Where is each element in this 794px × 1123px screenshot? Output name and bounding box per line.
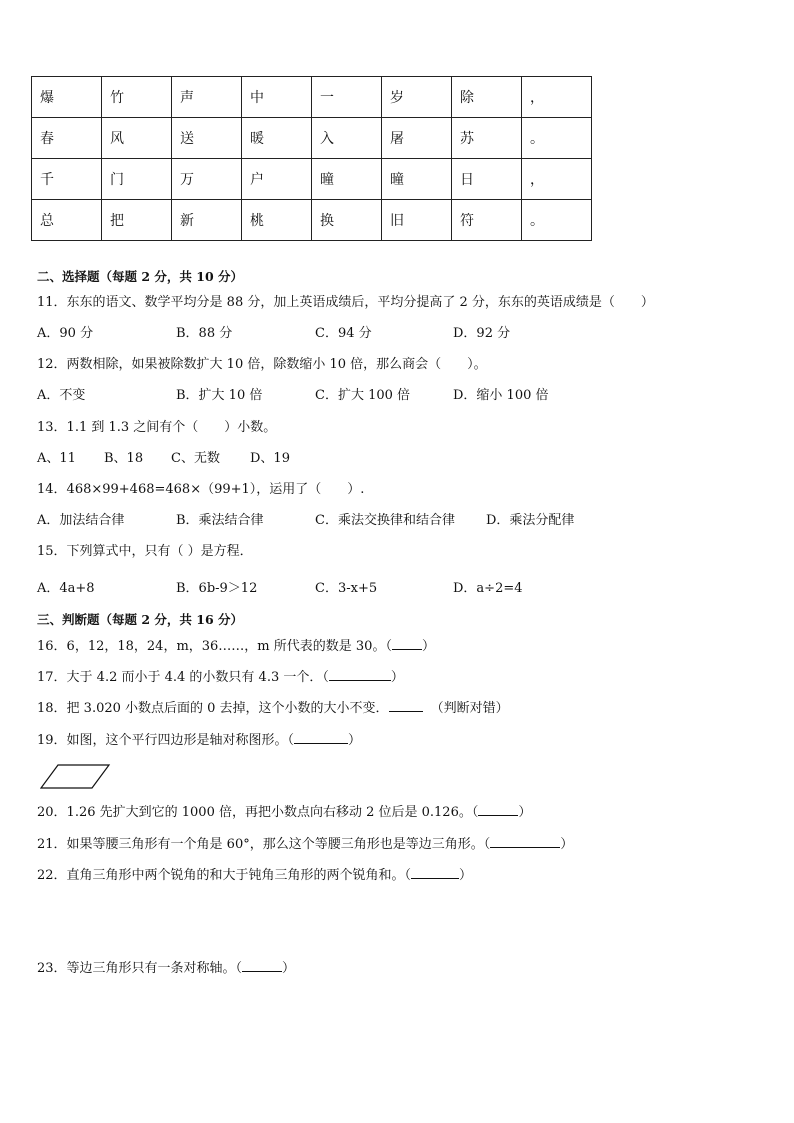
q13-option-c: C、无数 [171,451,220,466]
q17-tail: ） [390,670,404,685]
poem-cell: 春 [32,118,102,159]
q15-option-c: C．3-x+5 [315,581,378,596]
poem-cell: 。 [522,118,592,159]
poem-cell: 一 [312,77,382,118]
q12-option-d: D．缩小 100 倍 [453,388,549,403]
q17-text: 17．大于 4.2 而小于 4.4 的小数只有 4.3 一个．（ [37,670,329,685]
question-21 [37,835,573,854]
poem-cell: 除 [452,77,522,118]
poem-cell: 竹 [102,77,172,118]
q21-tail: ） [560,837,574,852]
question-18 [37,699,509,718]
q21-text: 21．如果等腰三角形有一个角是 60°，那么这个等腰三角形也是等边三角形。（ [37,837,491,852]
poem-cell: 桃 [242,200,312,241]
q14-option-d: D．乘法分配律 [486,513,575,528]
q18-text: 18．把 3.020 小数点后面的 0 去掉，这个小数的大小不变． [37,701,389,716]
q13-option-a: A、11 [37,451,76,466]
poem-cell: 暖 [242,118,312,159]
q12-option-a: A．不变 [37,388,86,403]
q22-text: 22．直角三角形中两个锐角的和大于钝角三角形的两个锐角和。（ [37,868,412,883]
q18-tail: （判断对错） [430,701,509,716]
question-16 [37,637,435,656]
poem-cell: 入 [312,118,382,159]
question-13: 13．1.1 到 1.3 之间有个（ ）小数。 [37,420,277,435]
q13-option-d: D、19 [250,451,290,466]
poem-cell: 符 [452,200,522,241]
poem-cell: 中 [242,77,312,118]
poem-cell: ， [522,159,592,200]
poem-row [32,77,592,118]
q17-answer-blank[interactable] [329,668,391,681]
poem-cell: 风 [102,118,172,159]
poem-row [32,159,592,200]
poem-cell: 把 [102,200,172,241]
q14-option-b: B．乘法结合律 [176,513,264,528]
q11-option-c: C．94 分 [315,326,372,341]
q11-option-a: A．90 分 [37,326,94,341]
section-3-title: 三、判断题（每题 2 分，共 16 分） [37,612,244,627]
q13-option-b: B、18 [104,451,144,466]
question-19 [37,731,361,750]
poem-cell: 屠 [382,118,452,159]
parallelogram-figure [40,763,112,791]
poem-cell: 声 [172,77,242,118]
question-23 [37,959,295,978]
question-22 [37,866,472,885]
question-11: 11．东东的语文、数学平均分是 88 分，加上英语成绩后，平均分提高了 2 分，东东的英语成绩是（ ） [37,295,654,310]
poem-cell: 日 [452,159,522,200]
poem-cell: 门 [102,159,172,200]
q14-option-c: C．乘法交换律和结合律 [315,513,455,528]
poem-cell: 万 [172,159,242,200]
poem-table [31,76,592,241]
q18-answer-blank[interactable] [389,699,423,712]
question-15: 15．下列算式中，只有（ ）是方程． [37,544,253,559]
question-17 [37,668,404,687]
poem-cell: 曈 [382,159,452,200]
q15-option-a: A．4a+8 [37,581,95,596]
q20-tail: ） [518,805,532,820]
q15-option-b: B．6b-9＞12 [176,581,258,596]
poem-cell: 旧 [382,200,452,241]
q23-tail: ） [282,961,296,976]
q11-option-b: B．88 分 [176,326,233,341]
q12-option-b: B．扩大 10 倍 [176,388,263,403]
poem-cell: 换 [312,200,382,241]
q14-option-a: A．加法结合律 [37,513,125,528]
poem-cell: ， [522,77,592,118]
q16-answer-blank[interactable] [392,637,422,650]
poem-cell: 送 [172,118,242,159]
section-2-title: 二、选择题（每题 2 分，共 10 分） [37,269,244,284]
q11-option-d: D．92 分 [453,326,511,341]
poem-cell: 千 [32,159,102,200]
question-12: 12．两数相除，如果被除数扩大 10 倍，除数缩小 10 倍，那么商会（ ）。 [37,357,487,372]
q20-text: 20．1.26 先扩大到它的 1000 倍，再把小数点向右移动 2 位后是 0.126。（ [37,805,479,820]
q22-tail: ） [459,868,473,883]
q22-answer-blank[interactable] [411,866,459,879]
question-14: 14．468×99+468=468×（99+1），运用了（ ）. [37,482,365,497]
poem-cell: 曈 [312,159,382,200]
poem-row [32,118,592,159]
poem-cell: 。 [522,200,592,241]
poem-cell: 总 [32,200,102,241]
q16-tail: ） [421,639,435,654]
poem-cell: 爆 [32,77,102,118]
poem-cell: 苏 [452,118,522,159]
poem-cell: 岁 [382,77,452,118]
q23-answer-blank[interactable] [242,959,282,972]
q23-text: 23．等边三角形只有一条对称轴。（ [37,961,243,976]
poem-cell: 新 [172,200,242,241]
poem-cell: 户 [242,159,312,200]
q15-option-d: D．a÷2=4 [453,581,523,596]
question-20 [37,803,531,822]
q19-tail: ） [348,733,362,748]
q12-option-c: C．扩大 100 倍 [315,388,411,403]
poem-row [32,200,592,241]
q16-text: 16．6，12，18，24，m，36……，m 所代表的数是 30。（ [37,639,392,654]
q20-answer-blank[interactable] [478,803,518,816]
q19-text: 19．如图，这个平行四边形是轴对称图形。（ [37,733,295,748]
q21-answer-blank[interactable] [490,835,560,848]
q19-answer-blank[interactable] [294,731,348,744]
